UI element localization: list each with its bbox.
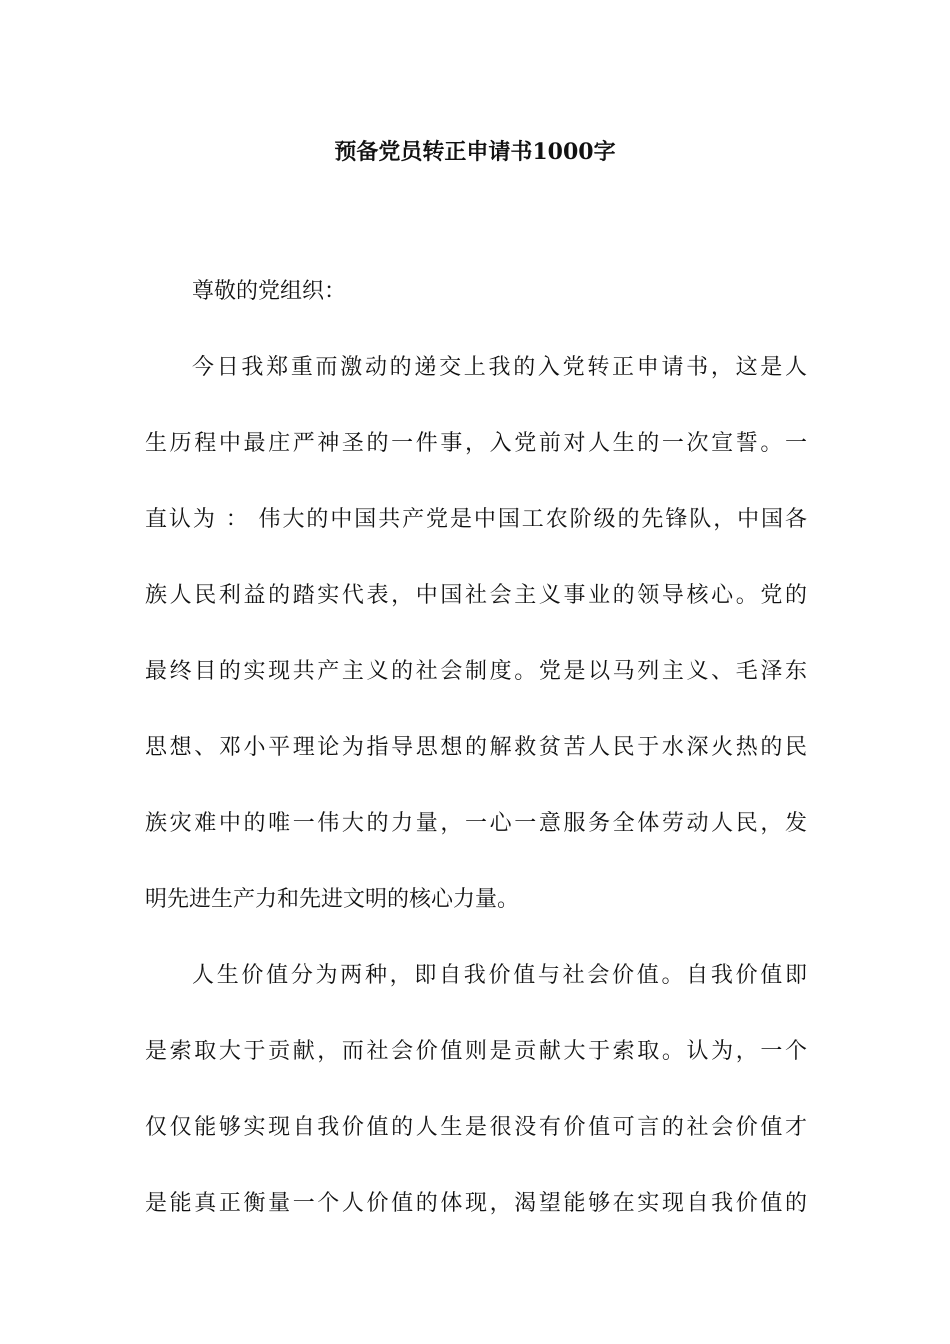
paragraph-line: 生历程中最庄严神圣的一件事，入党前对人生的一次宣誓。一 (145, 431, 807, 456)
paragraph-line: 族灾难中的唯一伟大的力量，一心一意服务全体劳动人民，发 (145, 811, 807, 836)
paragraph-line: 族人民利益的踏实代表，中国社会主义事业的领导核心。党的 (145, 583, 807, 608)
paragraph-2 (145, 938, 807, 1242)
paragraph-line: 最终目的实现共产主义的社会制度。党是以马列主义、毛泽东 (145, 659, 807, 684)
document-title: 预备党员转正申请书1000字 (334, 139, 616, 165)
paragraph-line: 人生价值分为两种，即自我价值与社会价值。自我价值即 (192, 963, 807, 988)
salutation: 尊敬的党组织： (192, 279, 347, 304)
paragraph-line: 仅仅能够实现自我价值的人生是很没有价值可言的社会价值才 (145, 1115, 807, 1140)
paragraph-line: 直认为 ： 伟大的中国共产党是中国工农阶级的先锋队，中国各 (145, 507, 807, 532)
paragraph-1 (145, 330, 807, 938)
paragraph-line: 是能真正衡量一个人价值的体现，渴望能够在实现自我价值的 (145, 1191, 807, 1216)
paragraph-line: 明先进生产力和先进文明的核心力量。 (145, 887, 520, 912)
paragraph-line: 是索取大于贡献，而社会价值则是贡献大于索取。认为，一个 (145, 1039, 807, 1064)
paragraph-line: 今日我郑重而激动的递交上我的入党转正申请书，这是人 (192, 355, 807, 380)
paragraph-line: 思想、邓小平理论为指导思想的解救贫苦人民于水深火热的民 (145, 735, 807, 760)
document-body (145, 254, 807, 1242)
